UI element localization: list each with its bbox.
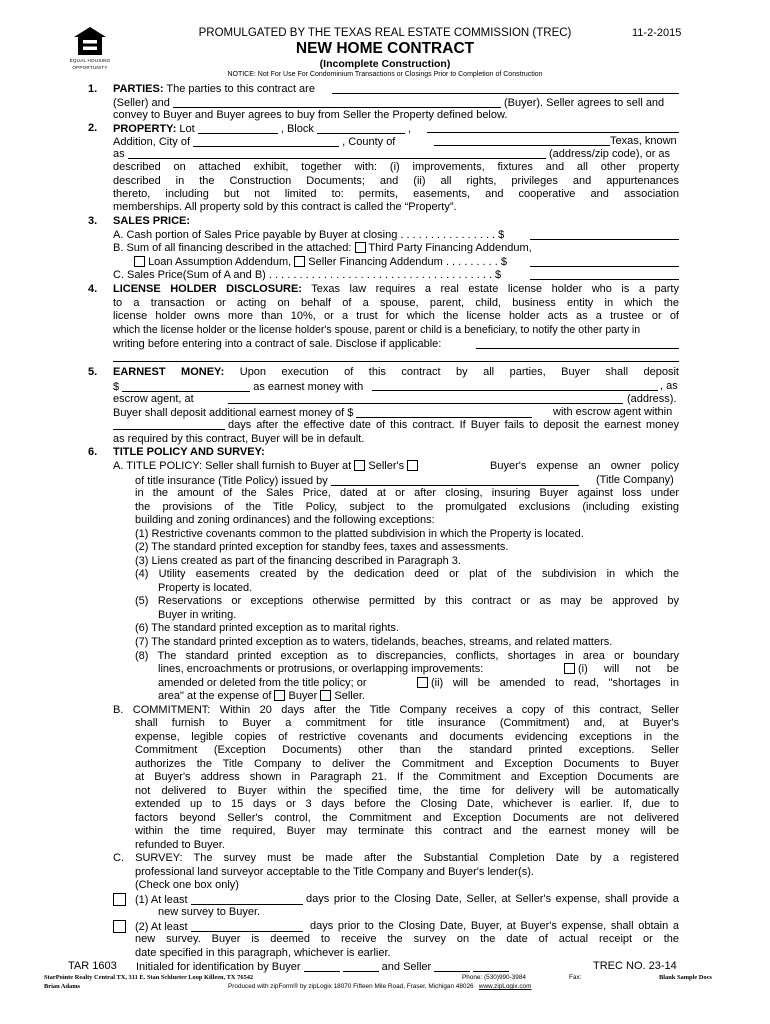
form-date: 11-2-2015 bbox=[632, 27, 682, 39]
section-2-number: 2. bbox=[88, 122, 98, 134]
seller-expense-checkbox[interactable] bbox=[320, 690, 331, 701]
commitment-line-10: within the time required, Buyer may terminate this contract and the earnest money will be bbox=[135, 825, 679, 837]
sellers-expense-checkbox[interactable] bbox=[354, 460, 365, 471]
will-not-be-text: (i) will not be bbox=[578, 663, 679, 675]
license-holder-heading: LICENSE HOLDER DISCLOSURE: bbox=[113, 283, 302, 295]
license-holder-text: Texas law requires a real estate license holder who is a party bbox=[311, 283, 679, 295]
buyers-expense-text: Buyer's expense an owner policy bbox=[490, 460, 679, 472]
survey-option-2-cont-2: date specified in this paragraph, whichever is earlier. bbox=[135, 947, 391, 959]
seller-initials-field-1[interactable] bbox=[434, 960, 470, 972]
title-policy-text: A. TITLE POLICY: Seller shall furnish to Buyer at bbox=[113, 460, 352, 472]
exception-2: (2) The standard printed exception for standby fees, taxes and assessments. bbox=[135, 541, 509, 553]
commitment-line-4: Commitment (Exception Documents) other than the standard printed exceptions. Seller bbox=[135, 744, 679, 756]
financing-text: B. Sum of all financing described in the attached: bbox=[113, 242, 352, 254]
buyer-initials-field-1[interactable] bbox=[304, 960, 340, 972]
section-4-line-3: license holder owns more than 10%, or a trust for which the license holder acts as a trustee or of bbox=[113, 310, 679, 322]
section-5-line-1 bbox=[113, 366, 679, 380]
title-policy-line-5: building and zoning ordinances) and the following exceptions: bbox=[135, 514, 435, 526]
exception-8c-text: amended or deleted from the title policy; or bbox=[158, 677, 367, 689]
section-1-line-2 bbox=[113, 96, 664, 110]
seller-financing-label: Seller Financing Addendum . . . . . . . . . $ bbox=[308, 256, 508, 268]
survey-option-1-line bbox=[135, 893, 303, 907]
title-policy-line-1 bbox=[113, 460, 418, 473]
deposit-days-field[interactable] bbox=[113, 429, 225, 430]
sales-price-heading: SALES PRICE: bbox=[113, 215, 191, 227]
cash-portion-line: A. Cash portion of Sales Price payable by Buyer at closing . . . . . . . . . . . . . . . . $ bbox=[113, 229, 505, 241]
survey-days-field-2[interactable] bbox=[191, 920, 303, 932]
financing-line-2 bbox=[134, 256, 507, 269]
survey-check-one: (Check one box only) bbox=[135, 879, 239, 891]
survey-option-2-text: days prior to the Closing Date, Buyer, at Buyer's expense, shall obtain a bbox=[310, 920, 679, 932]
seller-financing-checkbox[interactable] bbox=[294, 256, 305, 267]
block-label: , Block bbox=[280, 123, 314, 135]
commitment-line-5: authorizes the Title Company to deliver the Commitment and Exception Documents to Buyer bbox=[135, 758, 679, 770]
exception-8b-text: lines, encroachments or protrusions, or overlapping improvements: bbox=[158, 663, 484, 675]
property-address-field[interactable] bbox=[128, 158, 546, 159]
financing-line-1 bbox=[113, 242, 532, 255]
section-2-line-6: described in the Construction Documents; and (ii) all rights, privileges and appurtenances bbox=[113, 175, 679, 187]
section-1-heading: PARTIES: bbox=[113, 83, 164, 95]
section-5-line-6: as required by this contract, Buyer will be in default. bbox=[113, 433, 365, 445]
block-field[interactable] bbox=[317, 122, 405, 134]
earnest-money-text: Upon execution of this contract by all parties, Buyer shall deposit bbox=[239, 366, 679, 378]
buyers-expense-checkbox[interactable] bbox=[407, 460, 418, 471]
exception-3: (3) Liens created as part of the financing described in Paragraph 3. bbox=[135, 555, 461, 567]
block-comma: , bbox=[407, 123, 412, 135]
earnest-money-amount-field[interactable] bbox=[122, 380, 250, 392]
commitment-line-1: B. COMMITMENT: Within 20 days after the Title Company receives a copy of this contract, Seller bbox=[113, 704, 679, 716]
page-subtitle: (Incomplete Construction) bbox=[319, 58, 451, 70]
commitment-line-9: factors beyond Seller's control, the Commitment and Exception Documents are not delivered bbox=[135, 812, 679, 824]
section-2-line-2 bbox=[113, 135, 395, 149]
commitment-line-3: expense, legible copies of restrictive covenants and documents evidencing exceptions in the bbox=[135, 731, 679, 743]
additional-earnest-text: Buyer shall deposit additional earnest money of $ bbox=[113, 407, 354, 419]
city-field[interactable] bbox=[193, 135, 339, 147]
subdivision-field[interactable] bbox=[427, 132, 679, 133]
section-2-line-5: described on attached exhibit, together with: (i) improvements, fixtures and all other property bbox=[113, 161, 679, 173]
sales-price-total-field[interactable] bbox=[530, 279, 679, 280]
logo-caption-line1: EQUAL HOUSING bbox=[69, 58, 111, 63]
will-be-amended-text: (ii) will be amended to read, "shortages in bbox=[431, 677, 679, 689]
commitment-line-11: refunded to Buyer. bbox=[135, 839, 225, 851]
exception-5b: Buyer in writing. bbox=[158, 609, 237, 621]
survey-option-2-line bbox=[135, 920, 303, 934]
area-expense-text: area" at the expense of bbox=[158, 690, 272, 702]
section-4-line-1 bbox=[113, 283, 679, 297]
survey-option-1-cont: new survey to Buyer. bbox=[158, 906, 261, 918]
section-5-line-2 bbox=[113, 380, 363, 394]
disclosure-field-1[interactable] bbox=[476, 348, 679, 349]
commitment-line-6: at Buyer's address shown in Paragraph 21. If the Commitment and Exception Documents are bbox=[135, 771, 679, 783]
section-2-line-7: thereto, including but not limited to: permits, easements, and cooperative and association bbox=[113, 188, 679, 200]
buyer-agrees-text: (Buyer). Seller agrees to sell and bbox=[503, 97, 665, 109]
escrow-agent-at-text: escrow agent, at bbox=[113, 393, 194, 405]
address-zip-label: (address/zip code), or as bbox=[549, 148, 671, 160]
section-1-line-3: convey to Buyer and Buyer agrees to buy from Seller the Property defined below. bbox=[113, 109, 508, 121]
initials-line bbox=[136, 960, 509, 974]
third-party-financing-label: Third Party Financing Addendum, bbox=[368, 242, 532, 254]
escrow-agent-field[interactable] bbox=[372, 390, 658, 391]
escrow-address-field[interactable] bbox=[228, 403, 623, 404]
title-policy-line-3: in the amount of the Sales Price, dated at or after closing, insuring Buyer against loss under bbox=[135, 487, 679, 499]
logo-caption-line2: OPPORTUNITY bbox=[72, 65, 108, 71]
survey-option-1-checkbox[interactable] bbox=[113, 893, 126, 906]
and-seller-text: and Seller bbox=[381, 961, 432, 973]
section-5-line-5: days after the effective date of this contract. If Buyer fails to deposit the earnest money bbox=[228, 419, 679, 431]
loan-assumption-label: Loan Assumption Addendum, bbox=[148, 256, 292, 268]
sales-price-total-line: C. Sales Price(Sum of A and B) . . . . . . . . . . . . . . . . . . . . . . . . . . . . . . . . . . . . . $ bbox=[113, 269, 502, 281]
earnest-money-with-text: as earnest money with bbox=[253, 381, 364, 393]
exception-8d-line bbox=[158, 690, 365, 703]
additional-earnest-field[interactable] bbox=[356, 406, 532, 418]
disclosure-field-2[interactable] bbox=[113, 361, 679, 362]
county-field[interactable] bbox=[434, 145, 610, 146]
earnest-money-heading: EARNEST MONEY: bbox=[113, 366, 225, 378]
commitment-line-8: extended up to 15 days or 3 days before the Closing Date, whichever is earlier. If, due to bbox=[135, 798, 679, 810]
amended-checkbox[interactable] bbox=[417, 677, 428, 688]
exception-8a: (8) The standard printed exception as to discrepancies, conflicts, shortages in area or boundary bbox=[135, 650, 679, 662]
title-company-field[interactable] bbox=[331, 474, 579, 486]
parties-seller-field[interactable] bbox=[332, 93, 679, 94]
section-5-line-4 bbox=[113, 406, 532, 420]
promulgated-line: PROMULGATED BY THE TEXAS REAL ESTATE COMMISSION (TREC) bbox=[198, 27, 572, 39]
section-2-heading: PROPERTY: bbox=[113, 123, 177, 135]
section-3-number: 3. bbox=[88, 215, 98, 227]
brokerage-info: StarPointe Realty Central TX, 311 E. Stan Schlueter Loop Killeen, TX 76542 bbox=[44, 974, 254, 981]
title-policy-line-2 bbox=[135, 474, 579, 488]
exception-5a: (5) Reservations or exceptions otherwise permitted by this contract or as may be approved by bbox=[135, 595, 679, 607]
exception-4a: (4) Utility easements created by the dedication deed or plat of the subdivision in which the bbox=[135, 568, 679, 580]
sellers-label: Seller's bbox=[368, 460, 405, 472]
buyer-label: Buyer bbox=[288, 690, 318, 702]
cash-portion-field[interactable] bbox=[530, 239, 679, 240]
lot-field[interactable] bbox=[198, 122, 278, 134]
title-policy-survey-heading: TITLE POLICY AND SURVEY: bbox=[113, 446, 265, 458]
title-policy-line-4: the provisions of the Title Policy, subject to the promulgated exclusions (including existing bbox=[135, 501, 679, 513]
survey-days-field-1[interactable] bbox=[191, 893, 303, 905]
fax-info: Fax: bbox=[569, 974, 582, 981]
seller-and-text: (Seller) and bbox=[113, 97, 170, 109]
issued-by-text: of title insurance (Title Policy) issued by bbox=[135, 475, 328, 487]
county-label: , County of bbox=[342, 136, 396, 148]
section-2-line-1 bbox=[113, 122, 411, 136]
as-label: as bbox=[113, 148, 125, 160]
section-6-heading bbox=[113, 446, 265, 459]
commitment-line-7: not delivered to Buyer within the specified time, the time for delivery will be automatically bbox=[135, 785, 679, 797]
section-4-line-2: to a transaction or acting on behalf of a spouse, parent, child, business entity in which the bbox=[113, 297, 679, 309]
section-4-line-5: writing before entering into a contract of sale. Disclose if applicable: bbox=[113, 338, 442, 350]
with-escrow-agent-text: with escrow agent within bbox=[553, 406, 673, 418]
survey-option-2-cont: new survey. Buyer is deemed to receive the survey on the date of actual receipt or the bbox=[135, 933, 679, 945]
address-label: (address). bbox=[627, 393, 677, 405]
ziplogix-link[interactable]: www.zipLogix.com bbox=[478, 983, 532, 990]
trec-number: TREC NO. 23-14 bbox=[593, 960, 677, 972]
section-1-line-1 bbox=[113, 83, 315, 96]
third-party-financing-checkbox[interactable] bbox=[355, 242, 366, 253]
loan-assumption-checkbox[interactable] bbox=[134, 256, 145, 267]
exception-1: (1) Restrictive covenants common to the platted subdivision in which the Property is located. bbox=[135, 528, 584, 540]
not-amended-checkbox[interactable] bbox=[564, 663, 575, 674]
section-6-number: 6. bbox=[88, 446, 98, 458]
section-4-number: 4. bbox=[88, 283, 98, 295]
at-least-label-2: (2) At least bbox=[135, 921, 188, 933]
document-name: Blank Sample Docs bbox=[659, 974, 712, 981]
at-least-label-1: (1) At least bbox=[135, 894, 188, 906]
exception-4b: Property is located. bbox=[158, 582, 253, 594]
exception-6: (6) The standard printed exception as to marital rights. bbox=[135, 622, 399, 634]
buyer-initials-field-2[interactable] bbox=[343, 960, 379, 972]
agent-name: Brian Adams bbox=[44, 983, 81, 990]
commitment-line-2: shall furnish to Buyer a commitment for title insurance (Commitment) and, at Buyer's bbox=[135, 717, 679, 729]
exception-7: (7) The standard printed exception as to waters, tidelands, beaches, streams, and related matters. bbox=[135, 636, 613, 648]
parties-text: The parties to this contract are bbox=[166, 83, 315, 95]
survey-line-2: professional land surveyor acceptable to the Title Company and Buyer's lender(s). bbox=[135, 866, 534, 878]
texas-known-label: Texas, known bbox=[610, 135, 677, 147]
buyer-expense-checkbox[interactable] bbox=[274, 690, 285, 701]
survey-option-1-text: days prior to the Closing Date, Seller, at Seller's expense, shall provide a bbox=[306, 893, 679, 905]
lot-label: Lot bbox=[179, 123, 195, 135]
form-id: TAR 1603 bbox=[68, 960, 117, 972]
section-2-line-8: memberships. All property sold by this contract is called the “Property”. bbox=[113, 201, 457, 213]
initials-text: Initialed for identification by Buyer bbox=[136, 961, 301, 973]
notice-line: NOTICE: Not For Use For Condominium Transactions or Closings Prior to Completion of Construction bbox=[227, 71, 543, 78]
produced-with-text: Produced with zipForm® by zipLogix 18070 Fifteen Mile Road, Fraser, Michigan 48026 bbox=[228, 983, 474, 990]
survey-option-2-checkbox[interactable] bbox=[113, 920, 126, 933]
phone-info: Phone: (530)990-3984 bbox=[462, 974, 526, 981]
section-5-number: 5. bbox=[88, 366, 98, 378]
section-4-line-4: which the license holder or the license holder's spouse, parent or child is a beneficiary, to notify the other party in bbox=[113, 324, 641, 336]
parties-buyer-field[interactable] bbox=[173, 96, 501, 108]
seller-initials-field-2[interactable] bbox=[473, 960, 509, 972]
section-1-number: 1. bbox=[88, 83, 98, 95]
section-3-heading bbox=[113, 215, 190, 228]
survey-line-1: C. SURVEY: The survey must be made after the Substantial Completion Date by a registered bbox=[113, 852, 679, 864]
zipform-line bbox=[228, 983, 531, 991]
addition-label: Addition, City of bbox=[113, 136, 191, 148]
seller-label: Seller. bbox=[334, 690, 365, 702]
comma-as-text: , as bbox=[660, 380, 678, 392]
financing-amount-field[interactable] bbox=[530, 266, 679, 267]
page-title: NEW HOME CONTRACT bbox=[295, 40, 475, 57]
dollar-sign: $ bbox=[113, 381, 120, 393]
title-company-label: (Title Company) bbox=[596, 474, 674, 486]
